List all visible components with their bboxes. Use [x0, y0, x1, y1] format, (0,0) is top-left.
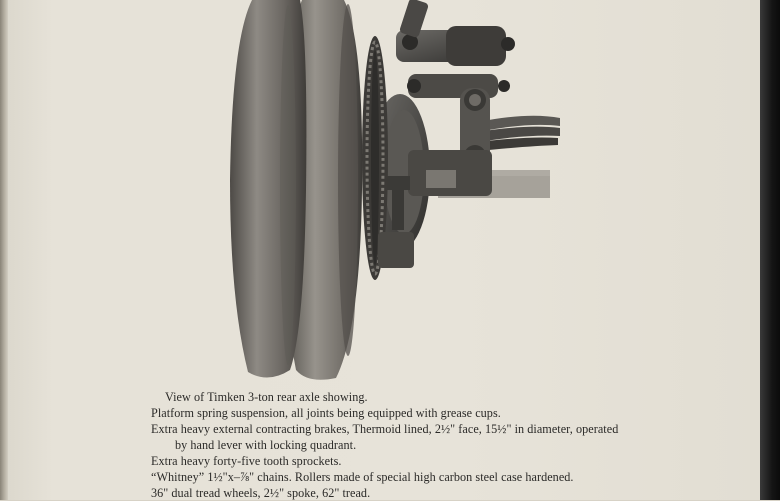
figure-caption — [151, 389, 671, 501]
caption-line: Extra heavy forty-five tooth sprockets. — [151, 454, 342, 468]
axle-photograph — [208, 0, 588, 390]
page-binding-shadow — [0, 0, 8, 500]
caption-line: Platform spring suspension, all joints being equipped with grease cups. — [151, 406, 501, 420]
caption-line: by hand lever with locking quadrant. — [175, 438, 357, 452]
caption-line: 36" dual tread wheels, 2½" spoke, 62" tread. — [151, 486, 371, 500]
scan-edge-shadow — [760, 0, 780, 500]
chain-guard — [378, 232, 414, 268]
leaf-spring — [478, 116, 560, 151]
spring-hanger — [396, 0, 515, 98]
caption-line: Extra heavy external contracting brakes, Thermoid lined, 2½" face, 15½" in diameter, operated — [151, 422, 619, 436]
caption-line: “Whitney” 1½"x–⅞" chains. Rollers made of special high carbon steel case hardened. — [151, 470, 574, 484]
book-page — [8, 0, 760, 500]
caption-line: View of Timken 3-ton rear axle showing. — [165, 390, 368, 404]
